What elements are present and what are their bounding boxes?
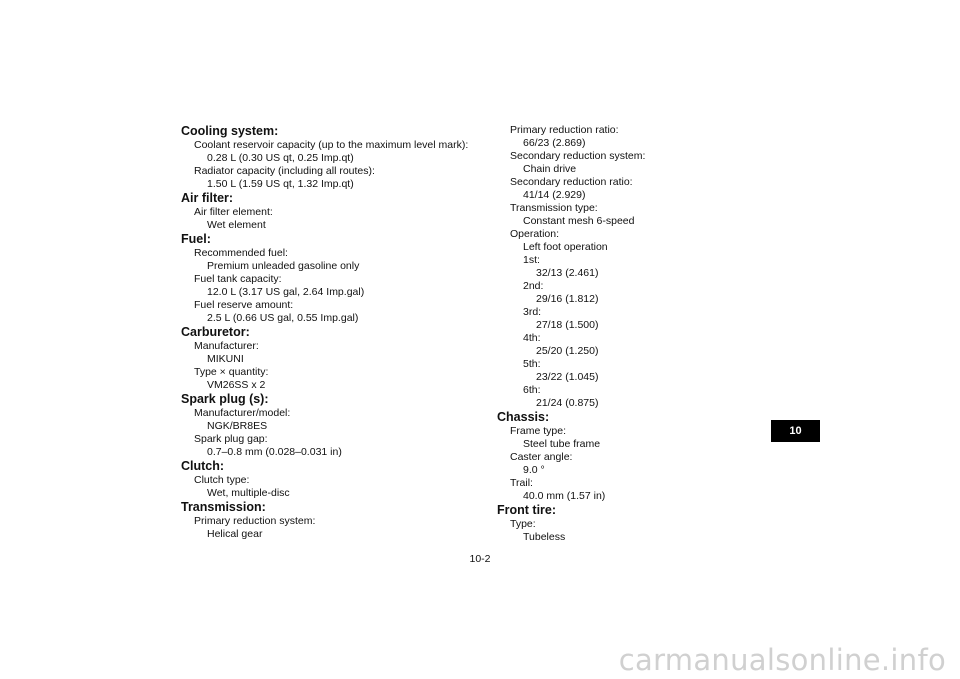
section-body bbox=[181, 474, 468, 500]
section-body bbox=[497, 518, 645, 544]
spec-label: Secondary reduction system: bbox=[510, 150, 646, 162]
spec-label: Frame type: bbox=[510, 425, 567, 437]
spec-value: Helical gear bbox=[207, 528, 263, 540]
spec-value: MIKUNI bbox=[207, 353, 244, 365]
spec-label: Type × quantity: bbox=[194, 366, 269, 378]
spec-label: Manufacturer/model: bbox=[194, 407, 291, 419]
spec-section-air-filter bbox=[181, 191, 468, 232]
spec-value: Steel tube frame bbox=[523, 438, 601, 450]
spec-label: Secondary reduction ratio: bbox=[510, 176, 633, 188]
spec-value: 32/13 (2.461) bbox=[536, 267, 599, 279]
spec-value: 1.50 L (1.59 US qt, 1.32 Imp.qt) bbox=[207, 178, 354, 190]
page-number: 10-2 bbox=[469, 553, 491, 565]
spec-value: 29/16 (1.812) bbox=[536, 293, 599, 305]
section-body bbox=[181, 407, 468, 459]
section-body bbox=[181, 515, 468, 541]
spec-value: 0.28 L (0.30 US qt, 0.25 Imp.qt) bbox=[207, 152, 354, 164]
spec-value: NGK/BR8ES bbox=[207, 420, 268, 432]
spec-value: 0.7–0.8 mm (0.028–0.031 in) bbox=[207, 446, 342, 458]
spec-label: Fuel tank capacity: bbox=[194, 273, 282, 285]
spec-section-continued bbox=[497, 124, 645, 410]
spec-value: 6th: bbox=[523, 384, 541, 396]
spec-value: Wet, multiple-disc bbox=[207, 487, 290, 499]
section-heading: Air filter: bbox=[181, 191, 234, 205]
spec-section-clutch bbox=[181, 459, 468, 500]
section-heading: Transmission: bbox=[181, 500, 266, 514]
section-body bbox=[181, 206, 468, 232]
spec-label: Caster angle: bbox=[510, 451, 573, 463]
section-body bbox=[497, 124, 645, 410]
spec-value: 27/18 (1.500) bbox=[536, 319, 599, 331]
spec-value: 4th: bbox=[523, 332, 541, 344]
spec-value: 2.5 L (0.66 US gal, 0.55 Imp.gal) bbox=[207, 312, 359, 324]
spec-value: 23/22 (1.045) bbox=[536, 371, 599, 383]
section-heading: Cooling system: bbox=[181, 124, 279, 138]
spec-value: 5th: bbox=[523, 358, 541, 370]
spec-label: Recommended fuel: bbox=[194, 247, 288, 259]
spec-value: 66/23 (2.869) bbox=[523, 137, 586, 149]
left-column bbox=[181, 124, 468, 541]
spec-value: VM26SS x 2 bbox=[207, 379, 266, 391]
spec-value: 3rd: bbox=[523, 306, 542, 318]
spec-label: Coolant reservoir capacity (up to the maximum level mark): bbox=[194, 139, 469, 151]
spec-section-transmission bbox=[181, 500, 468, 541]
section-body bbox=[181, 340, 468, 392]
spec-value: Constant mesh 6-speed bbox=[523, 215, 635, 227]
spec-value: 40.0 mm (1.57 in) bbox=[523, 490, 606, 502]
spec-label: Primary reduction ratio: bbox=[510, 124, 619, 136]
spec-section-fuel bbox=[181, 232, 468, 325]
spec-value: 12.0 L (3.17 US gal, 2.64 Imp.gal) bbox=[207, 286, 365, 298]
spec-label: Type: bbox=[510, 518, 536, 530]
spec-section-carburetor bbox=[181, 325, 468, 392]
spec-value: Wet element bbox=[207, 219, 266, 231]
spec-value: 41/14 (2.929) bbox=[523, 189, 586, 201]
section-heading: Spark plug (s): bbox=[181, 392, 269, 406]
spec-value: 21/24 (0.875) bbox=[536, 397, 599, 409]
spec-value: Chain drive bbox=[523, 163, 577, 175]
spec-section-front-tire bbox=[497, 503, 645, 544]
section-heading: Carburetor: bbox=[181, 325, 250, 339]
spec-label: Radiator capacity (including all routes): bbox=[194, 165, 375, 177]
spec-label: Clutch type: bbox=[194, 474, 250, 486]
spec-section-chassis bbox=[497, 410, 645, 503]
spec-label: Trail: bbox=[510, 477, 533, 489]
spec-value: 9.0 ° bbox=[523, 464, 545, 476]
spec-section-spark-plug-s bbox=[181, 392, 468, 459]
section-heading: Front tire: bbox=[497, 503, 557, 517]
spec-value: Left foot operation bbox=[523, 241, 608, 253]
spec-label: Spark plug gap: bbox=[194, 433, 268, 445]
right-column bbox=[497, 124, 645, 544]
spec-label: Air filter element: bbox=[194, 206, 273, 218]
spec-label: Fuel reserve amount: bbox=[194, 299, 294, 311]
section-heading: Clutch: bbox=[181, 459, 225, 473]
chapter-tab: 10 bbox=[771, 420, 820, 442]
spec-value: Tubeless bbox=[523, 531, 566, 543]
watermark: carmanualsonline.info bbox=[618, 643, 946, 677]
spec-section-cooling-system bbox=[181, 124, 468, 191]
spec-value: 25/20 (1.250) bbox=[536, 345, 599, 357]
spec-label: Primary reduction system: bbox=[194, 515, 316, 527]
section-body bbox=[181, 139, 468, 191]
spec-value: 2nd: bbox=[523, 280, 544, 292]
spec-label: Operation: bbox=[510, 228, 560, 240]
section-heading: Chassis: bbox=[497, 410, 550, 424]
spec-value: Premium unleaded gasoline only bbox=[207, 260, 360, 272]
section-heading: Fuel: bbox=[181, 232, 211, 246]
spec-label: Transmission type: bbox=[510, 202, 598, 214]
spec-label: Manufacturer: bbox=[194, 340, 259, 352]
section-body bbox=[181, 247, 468, 325]
spec-value: 1st: bbox=[523, 254, 540, 266]
section-body bbox=[497, 425, 645, 503]
